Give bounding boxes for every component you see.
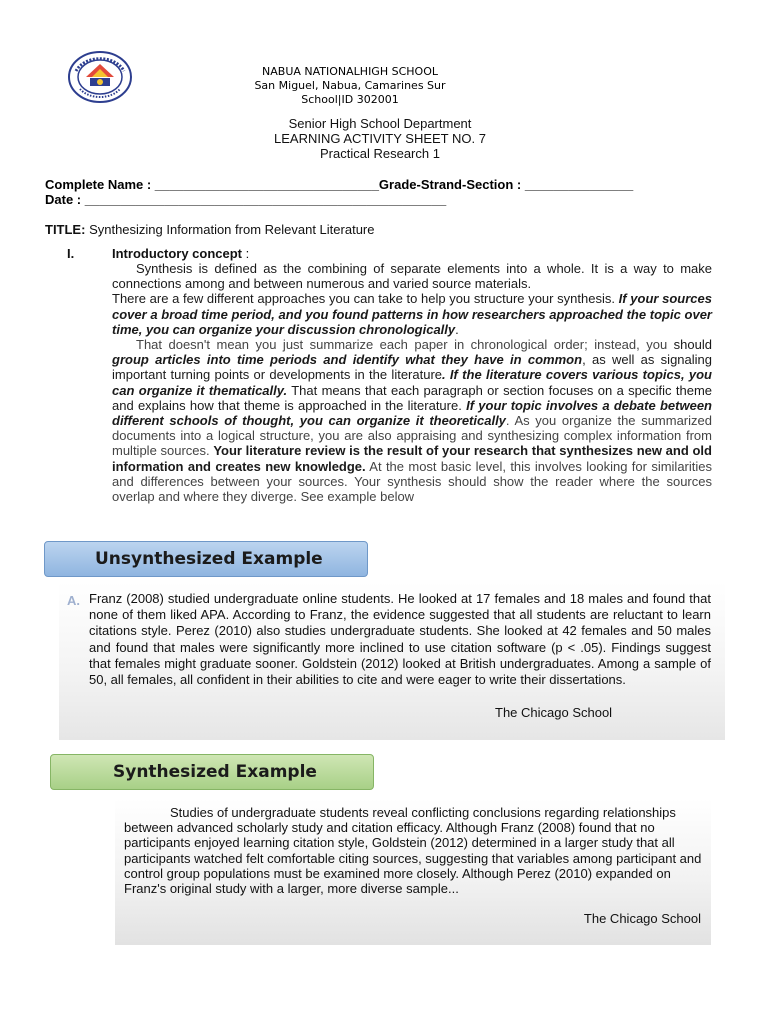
unsynthesized-banner-label: Unsynthesized Example — [95, 549, 323, 569]
synthesized-example-box — [115, 799, 711, 945]
unsynthesized-text: Franz (2008) studied undergraduate online students. He looked at 17 females and 18 males and found that none of them liked APA. According to Franz, the evidence suggested that all students are reluctant to learn citations style. Perez (2010) also studies undergraduate students. She looked at 42 females and 50 males and found that males were significantly more inclined to use citation software (p < .05). Findings suggest that females might graduate sooner. Goldstein (2012) looked at British undergraduates. Among a sample of 50, all females, all confident in their abilities to cite and were eager to write their dissertations. — [89, 591, 711, 688]
unsynthesized-source: The Chicago School — [495, 705, 613, 720]
department: Senior High School Department — [288, 116, 472, 131]
synthesized-source: The Chicago School — [583, 911, 701, 926]
unsynthesized-example-box — [59, 582, 725, 740]
school-address: San Miguel, Nabua, Camarines Sur — [254, 79, 446, 92]
school-id: School|ID 302001 — [301, 93, 399, 106]
paragraph-definition: Synthesis is defined as the combining of separate elements into a whole. It is a way to make connections among and between numerous and varied source materials. — [112, 261, 712, 292]
intro-body — [112, 261, 712, 504]
paragraph-approaches: There are a few different approaches you can take to help you structure your synthesis. If your sources cover a broad time period, and you found patterns in how researchers approached the topic over time, you can organize your discussion chronologically. — [112, 291, 712, 337]
deped-seal-logo — [68, 51, 132, 103]
title-label: TITLE: — [45, 222, 86, 237]
activity-title — [45, 222, 374, 237]
date-field-line: Date : __________________________________________________ — [45, 192, 447, 207]
sheet-title: LEARNING ACTIVITY SHEET NO. 7 — [274, 131, 486, 146]
unsynthesized-example-banner — [44, 541, 368, 577]
section-number: I. — [67, 246, 75, 261]
synthesized-banner-label: Synthesized Example — [113, 762, 317, 782]
paragraph-organization: That doesn't mean you just summarize each paper in chronological order; instead, you should group articles into time periods and identify what they have in common, as well as signaling important turning points or developments in the literature. If the literature covers various topics, you can organize it thematically. That means that each paragraph or section focuses on a specific theme and explains how that theme is approached in the literature. If your topic involves a debate between different schools of thought, you can organize it theoretically. As you organize the summarized documents into a logical structure, you are also appraising and synthesizing complex information from multiple sources. Your literature review is the result of your research that synthesizes new and old information and creates new knowledge. At the most basic level, this involves looking for similarities and differences between your sources. Your synthesis should show the reader where the sources overlap and where they diverge. See example below — [112, 337, 712, 505]
title-text: Synthesizing Information from Relevant Literature — [89, 222, 375, 237]
list-marker: A. — [67, 593, 80, 608]
synthesized-example-banner — [50, 754, 374, 790]
name-grade-field-line: Complete Name : _______________________________Grade-Strand-Section : _______________ — [45, 177, 634, 192]
synthesized-text: Studies of undergraduate students reveal conflicting conclusions regarding relationships between advanced scholarly study and citation efficacy. Although Franz (2008) found that no participants enjoyed learning citation style, Goldstein (2012) determined in a larger study that all participants watched felt comfortable citing sources, suggesting that variables among participant and control group populations must be examined more closely. Although Perez (2010) expanded on Franz's original study with a larger, more diverse sample... — [124, 805, 702, 897]
school-name: NABUA NATIONALHIGH SCHOOL — [262, 65, 438, 78]
subject: Practical Research 1 — [320, 146, 440, 161]
section-heading: Introductory concept : — [112, 246, 250, 261]
